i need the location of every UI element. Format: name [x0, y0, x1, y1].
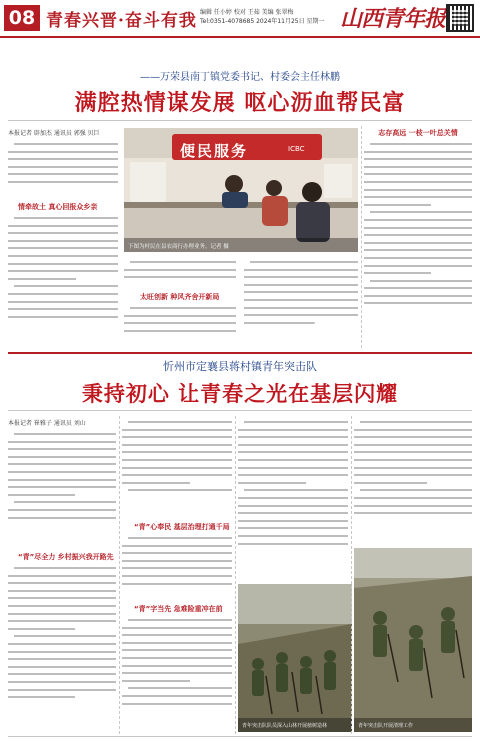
masthead: [0, 0, 480, 38]
text-line: [122, 700, 232, 708]
text-line: [122, 534, 232, 542]
text-line: [244, 266, 358, 274]
column-divider: [119, 416, 120, 734]
text-line: [122, 464, 232, 472]
page-footer-rule: [8, 736, 472, 737]
text-line: [8, 468, 116, 476]
text-line: [8, 625, 116, 633]
text-line: [364, 246, 472, 254]
text-line: [122, 684, 232, 692]
text-line: [8, 148, 118, 156]
story2-column-1a: [8, 430, 116, 548]
text-line: [364, 140, 472, 148]
text-line: [122, 646, 232, 654]
story-divider: [8, 352, 472, 354]
hillside-work-photo-icon: [354, 548, 472, 732]
text-line: [364, 155, 472, 163]
text-line: [354, 479, 472, 487]
contact-date-line: Tel:0351-4078685 2024年11月25日 星期一: [200, 18, 325, 25]
text-line: [8, 267, 118, 275]
text-line: [122, 433, 232, 441]
text-line: [354, 486, 472, 494]
text-line: [238, 456, 348, 464]
text-line: [122, 448, 232, 456]
text-line: [8, 260, 118, 268]
text-line: [364, 148, 472, 156]
story1-subhead-1: 情牵故土 真心回报众乡亲: [18, 203, 98, 211]
divider: [8, 120, 472, 121]
sidebar-text: [364, 140, 472, 346]
story1-column-3: [244, 258, 358, 348]
text-line: [124, 273, 236, 281]
text-line: [238, 532, 348, 540]
text-line: [8, 275, 118, 283]
text-line: [364, 254, 472, 262]
story2-column-4: [354, 418, 472, 542]
text-line: [8, 678, 116, 686]
story1-column-1a: [8, 140, 118, 196]
text-line: [122, 564, 232, 572]
text-line: [122, 654, 232, 662]
text-line: [238, 509, 348, 517]
story2-photo-1: [238, 584, 352, 732]
text-line: [354, 448, 472, 456]
story2-photo-caption-2: 青年突击队开展清理工作: [358, 723, 414, 729]
story2-column-2a: [122, 418, 232, 518]
text-line: [8, 476, 116, 484]
text-line: [8, 140, 118, 148]
text-line: [8, 491, 116, 499]
text-line: [364, 299, 472, 307]
text-line: [364, 208, 472, 216]
text-line: [238, 540, 348, 548]
text-line: [8, 663, 116, 671]
text-line: [8, 655, 116, 663]
story2-byline: 本报记者 崔雅子 通讯员 刘山: [8, 420, 86, 427]
text-line: [238, 517, 348, 525]
text-line: [238, 486, 348, 494]
text-line: [364, 216, 472, 224]
text-line: [8, 564, 116, 572]
text-line: [238, 471, 348, 479]
text-line: [124, 266, 236, 274]
text-line: [122, 639, 232, 647]
text-line: [244, 273, 358, 281]
text-line: [8, 178, 118, 186]
text-line: [8, 460, 116, 468]
text-line: [8, 305, 118, 313]
text-line: [364, 178, 472, 186]
text-line: [122, 486, 232, 494]
text-line: [122, 616, 232, 624]
story1-column-2b: [124, 304, 236, 348]
newspaper-logo: 山西青年报: [340, 6, 446, 32]
text-line: [8, 498, 116, 506]
story2-column-2c: [122, 616, 232, 732]
story2-subhead-3: “青”字当先 急难险重冲在前: [134, 605, 223, 613]
text-line: [238, 494, 348, 502]
text-line: [8, 244, 118, 252]
text-line: [364, 170, 472, 178]
text-line: [122, 624, 232, 632]
column-divider: [235, 416, 236, 734]
photo-sign-text: 便民服务: [180, 142, 249, 160]
text-line: [238, 448, 348, 456]
text-line: [8, 222, 118, 230]
text-line: [8, 579, 116, 587]
text-line: [124, 312, 236, 320]
column-divider: [351, 416, 352, 734]
text-line: [124, 258, 236, 266]
text-line: [8, 610, 116, 618]
text-line: [354, 464, 472, 472]
column-divider: [361, 126, 362, 348]
text-line: [8, 170, 118, 178]
story1-headline: 满腔热情谋发展 呕心沥血帮民富: [74, 91, 406, 116]
text-line: [8, 163, 118, 171]
text-line: [122, 692, 232, 700]
text-line: [354, 456, 472, 464]
text-line: [238, 433, 348, 441]
text-line: [124, 304, 236, 312]
story1-byline: 本报记者 辟加杰 通讯员 郭强 贝巨: [8, 130, 100, 137]
text-line: [8, 640, 116, 648]
text-line: [8, 229, 118, 237]
text-line: [238, 418, 348, 426]
text-line: [8, 445, 116, 453]
sidebar-title: 志存高远 一枝一叶总关情: [378, 129, 458, 137]
photo-sign-sub: ICBC: [288, 145, 305, 153]
text-line: [122, 456, 232, 464]
story2-subhead-2: “青”心奉民 基层治理打通千局: [134, 523, 230, 531]
text-line: [8, 632, 116, 640]
text-line: [354, 426, 472, 434]
story2-photo-2: [354, 548, 472, 732]
text-line: [354, 471, 472, 479]
text-line: [8, 252, 118, 260]
text-line: [244, 311, 358, 319]
sidebar: [364, 128, 472, 346]
text-line: [8, 313, 118, 321]
text-line: [8, 572, 116, 580]
text-line: [8, 483, 116, 491]
text-line: [8, 282, 118, 290]
story1-photo: [124, 128, 358, 252]
text-line: [8, 617, 116, 625]
text-line: [238, 502, 348, 510]
text-line: [244, 281, 358, 289]
text-line: [364, 201, 472, 209]
text-line: [8, 686, 116, 694]
text-line: [244, 288, 358, 296]
text-line: [124, 327, 236, 335]
text-line: [364, 186, 472, 194]
text-line: [122, 549, 232, 557]
text-line: [8, 514, 116, 522]
qr-code-icon: [446, 4, 474, 32]
text-line: [8, 290, 118, 298]
text-line: [364, 193, 472, 201]
text-line: [122, 426, 232, 434]
text-line: [8, 648, 116, 656]
editor-line: 编辑 任小婷 校对 王茹 美编 张翠梅: [200, 9, 294, 16]
text-line: [122, 441, 232, 449]
story1-subhead-3: 太旺创新 种风齐舍开新局: [140, 293, 220, 301]
story2-subhead-1: “青”尽全力 乡村振兴我开路先: [18, 553, 114, 561]
story1-column-1b: [8, 214, 118, 348]
text-line: [364, 262, 472, 270]
text-line: [8, 430, 116, 438]
text-line: [122, 418, 232, 426]
story2-kicker: 忻州市定襄县蒋村镇青年突击队: [163, 360, 317, 373]
text-line: [8, 602, 116, 610]
text-line: [122, 471, 232, 479]
story1-column-2a: [124, 258, 236, 286]
text-line: [364, 269, 472, 277]
text-line: [364, 292, 472, 300]
text-line: [8, 506, 116, 514]
story1-kicker: ——万荣县南丁镇党委书记、村委会主任林鹏: [140, 72, 340, 83]
text-line: [238, 479, 348, 487]
text-line: [238, 441, 348, 449]
text-line: [354, 433, 472, 441]
text-line: [124, 319, 236, 327]
page-number: 08: [4, 5, 40, 31]
editor-meta: [200, 8, 325, 26]
text-line: [238, 426, 348, 434]
text-line: [8, 670, 116, 678]
text-line: [354, 509, 472, 517]
text-line: [122, 580, 232, 588]
story2-column-2b: [122, 534, 232, 600]
text-line: [122, 557, 232, 565]
text-line: [244, 319, 358, 327]
text-line: [8, 693, 116, 701]
divider: [8, 410, 472, 411]
text-line: [364, 239, 472, 247]
section-title: 青春兴晋·奋斗有我: [46, 11, 197, 31]
text-line: [354, 502, 472, 510]
text-line: [364, 224, 472, 232]
text-line: [364, 277, 472, 285]
text-line: [8, 594, 116, 602]
text-line: [122, 479, 232, 487]
story2-column-3: [238, 418, 348, 578]
text-line: [122, 677, 232, 685]
story2-photo-caption: 青年突击队队员深入山林开展植树造林: [242, 723, 328, 729]
text-line: [122, 542, 232, 550]
story2-column-1b: [8, 564, 116, 732]
text-line: [8, 237, 118, 245]
text-line: [8, 587, 116, 595]
text-line: [238, 524, 348, 532]
text-line: [244, 296, 358, 304]
text-line: [8, 155, 118, 163]
text-line: [354, 418, 472, 426]
story1-photo-caption: 下图为村民在县农商行办理业务。记者 摄: [128, 244, 229, 250]
text-line: [244, 304, 358, 312]
text-line: [122, 669, 232, 677]
text-line: [8, 298, 118, 306]
text-line: [8, 438, 116, 446]
forest-team-photo-icon: [238, 584, 352, 732]
text-line: [122, 631, 232, 639]
text-line: [8, 214, 118, 222]
text-line: [244, 258, 358, 266]
text-line: [122, 572, 232, 580]
text-line: [364, 231, 472, 239]
text-line: [364, 163, 472, 171]
story2-headline: 秉持初心 让青春之光在基层闪耀: [81, 382, 399, 406]
text-line: [122, 662, 232, 670]
text-line: [238, 464, 348, 472]
text-line: [8, 453, 116, 461]
text-line: [364, 284, 472, 292]
text-line: [354, 494, 472, 502]
text-line: [354, 441, 472, 449]
